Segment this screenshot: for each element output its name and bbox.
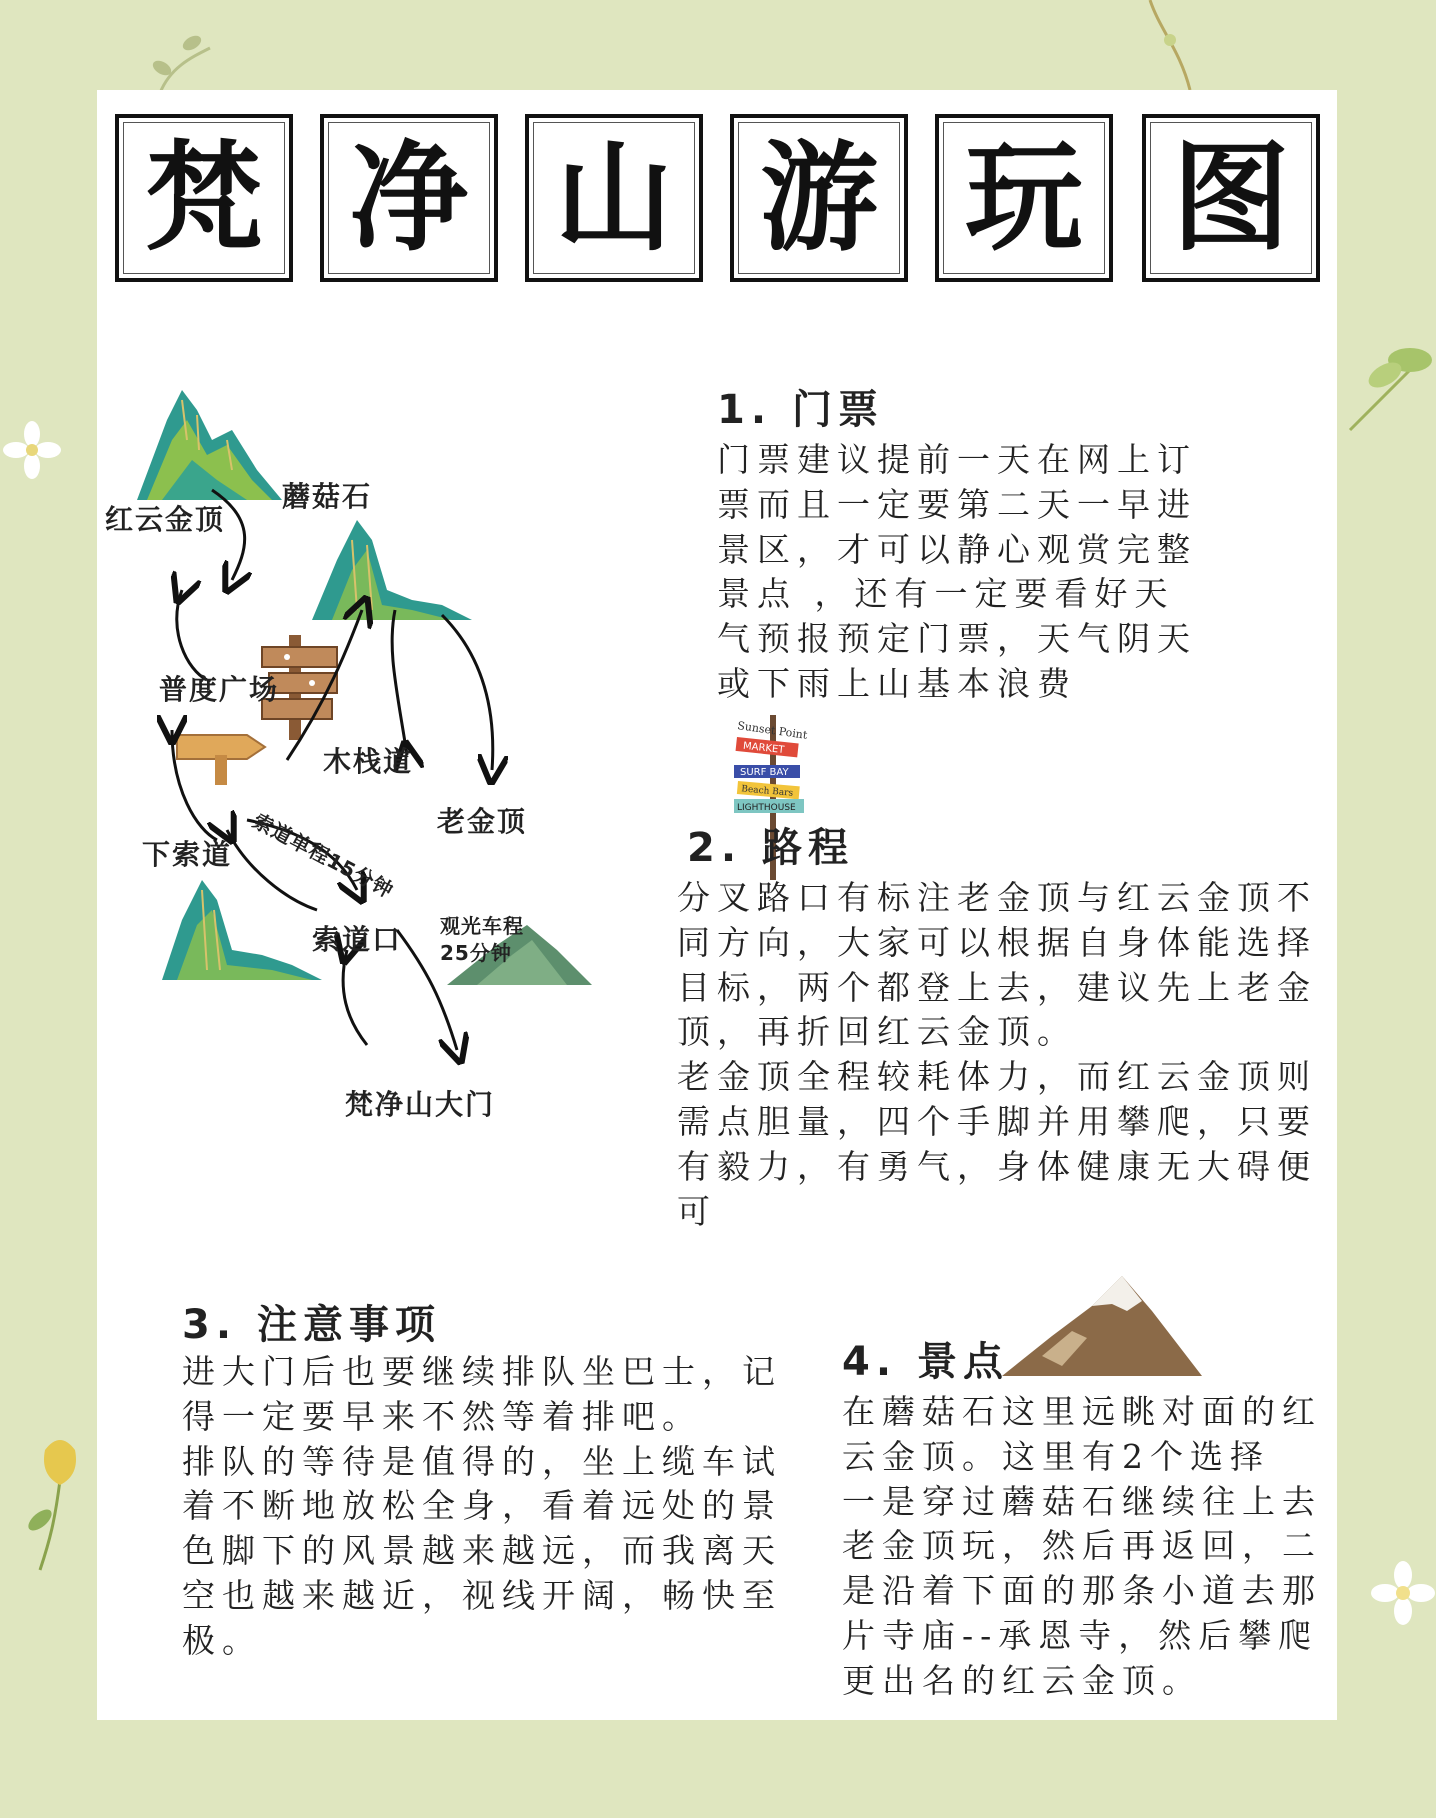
title-char-3: 山 [525, 114, 703, 282]
sprout-decoration-top-left [140, 28, 230, 98]
poster-card [97, 90, 1337, 1720]
map-label-muzhan: 木栈道 [323, 745, 414, 778]
title-char-2: 净 [320, 114, 498, 282]
map-label-suodaokou: 索道口 [312, 923, 403, 956]
snow-mountain-icon [1002, 1276, 1202, 1376]
sign-text-lighthouse: LIGHTHOUSE [737, 803, 796, 813]
section-tickets-heading: 1. 门票 [717, 387, 884, 433]
section-spots-body: 在蘑菇石这里远眺对面的红 云金顶。这里有2个选择 一是穿过蘑菇石继续往上去 老金顶玩，然后再返回，二 是沿着下面的那条小道去那 片寺庙--承恩寺，然后攀爬 更出名的红云金顶。 [842, 1392, 1322, 1700]
map-label-xiasuodao: 下索道 [142, 838, 233, 871]
section-notes-heading: 3. 注意事项 [182, 1302, 441, 1348]
sign-text-beach: Beach Bars [740, 784, 794, 799]
map-label-laojin: 老金顶 [437, 805, 528, 838]
map-label-hongyun: 红云金顶 [105, 503, 226, 536]
title-char-5: 玩 [935, 114, 1113, 282]
title-char-6: 图 [1142, 114, 1320, 282]
branch-decoration-top-right [1130, 0, 1240, 90]
section-route-heading: 2. 路程 [687, 825, 854, 871]
tulip-decoration-left [20, 1430, 100, 1570]
section-tickets-body: 门票建议提前一天在网上订 票而且一定要第二天一早进 景区，才可以静心观赏完整 景点 ，还有一定要看好天 气预报预定门票，天气阴天 或下雨上山基本浪费 [717, 440, 1197, 703]
flower-decoration-right [1370, 1560, 1436, 1626]
section-route-body: 分叉路口有标注老金顶与红云金顶不 同方向，大家可以根据自身体能选择 目标，两个都登上去，建议先上老金 顶，再折回红云金顶。 老金顶全程较耗体力，而红云金顶则 需点胆量，四个手脚并用攀爬，只要 有毅力，有勇气，身体健康无大碍便 可 [677, 878, 1317, 1231]
section-notes-body: 进大门后也要继续排队坐巴士，记 得一定要早来不然等着排吧。 排队的等待是值得的，坐上缆车试 着不断地放松全身，看着远处的景 色脚下的风景越来越远，而我离天 空也越来越近，视线开阔，畅快至 极。 [182, 1352, 782, 1660]
map-label-mogu: 蘑菇石 [282, 480, 373, 513]
flower-decoration-left [2, 420, 62, 480]
sign-text-surf: SURF BAY [740, 767, 789, 778]
map-label-cable-duration: 索道单程15分钟 [248, 808, 398, 903]
sign-text-sunset: Sunset Point [736, 719, 809, 742]
map-label-bus-note-2: 25分钟 [440, 941, 512, 965]
leaf-decoration-right [1340, 330, 1436, 440]
map-label-pudu: 普度广场 [159, 673, 280, 706]
title-char-1: 梵 [115, 114, 293, 282]
section-spots-heading: 4. 景点 [842, 1339, 1009, 1385]
map-label-gate: 梵净山大门 [345, 1088, 496, 1121]
sign-text-market: MARKET [742, 740, 785, 756]
map-label-bus-note-1: 观光车程 [440, 914, 524, 938]
title-char-4: 游 [730, 114, 908, 282]
